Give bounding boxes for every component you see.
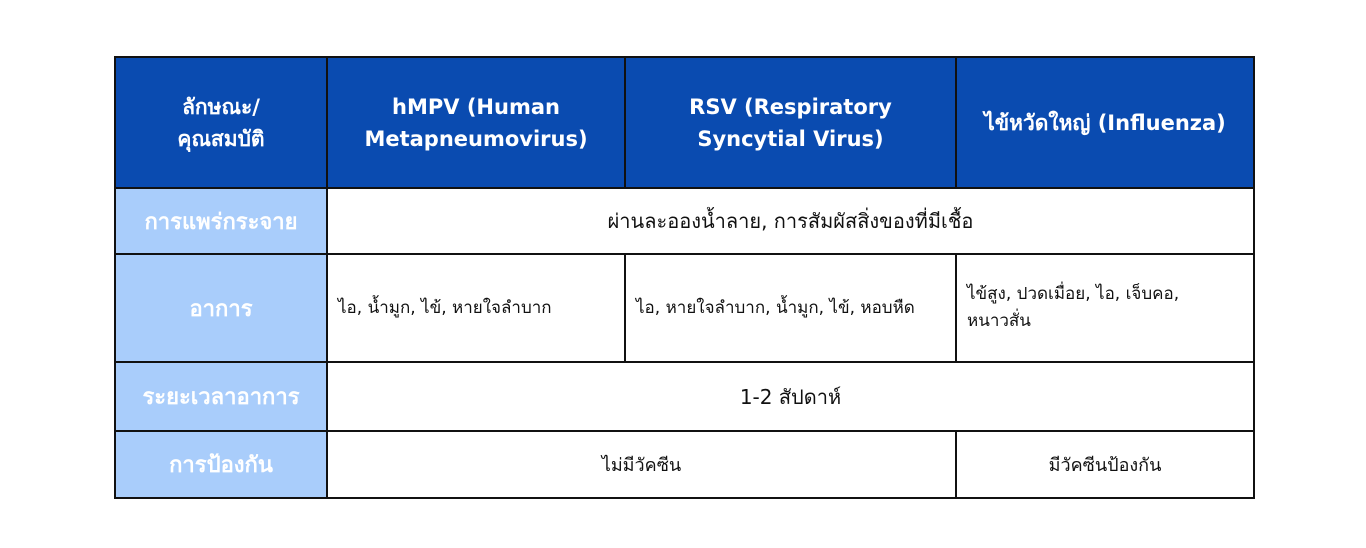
symptoms-influenza-line-2: หนาวสั่น	[967, 311, 1031, 331]
prevention-hmpv-rsv: ไม่มีวัคซีน	[327, 431, 956, 498]
table-row-duration	[115, 362, 1254, 431]
virus-comparison-table	[114, 56, 1255, 499]
table-row-prevention	[115, 431, 1254, 498]
header-hmpv	[327, 57, 625, 188]
header-hmpv-line-1: hMPV (Human	[392, 94, 560, 119]
table-row-spread	[115, 188, 1254, 254]
row-label-spread: การแพร่กระจาย	[115, 188, 327, 254]
header-feature-line-1: ลักษณะ/	[182, 94, 260, 119]
row-label-symptoms: อาการ	[115, 254, 327, 362]
header-rsv-line-1: RSV (Respiratory	[689, 94, 892, 119]
header-rsv-line-2: Syncytial Virus)	[697, 126, 884, 151]
prevention-influenza: มีวัคซีนป้องกัน	[956, 431, 1254, 498]
header-influenza: ไข้หวัดใหญ่ (Influenza)	[956, 57, 1254, 188]
spread-value: ผ่านละอองน้ำลาย, การสัมผัสสิ่งของที่มีเชื้อ	[327, 188, 1254, 254]
duration-value: 1-2 สัปดาห์	[327, 362, 1254, 431]
header-feature	[115, 57, 327, 188]
table-row-symptoms	[115, 254, 1254, 362]
row-label-prevention: การป้องกัน	[115, 431, 327, 498]
symptoms-influenza	[956, 254, 1254, 362]
header-feature-line-2: คุณสมบัติ	[177, 126, 265, 151]
header-row	[115, 57, 1254, 188]
header-rsv	[625, 57, 956, 188]
symptoms-hmpv: ไอ, น้ำมูก, ไข้, หายใจลำบาก	[327, 254, 625, 362]
row-label-duration: ระยะเวลาอาการ	[115, 362, 327, 431]
symptoms-influenza-line-1: ไข้สูง, ปวดเมื่อย, ไอ, เจ็บคอ,	[967, 284, 1180, 304]
header-hmpv-line-2: Metapneumovirus)	[364, 126, 588, 151]
symptoms-rsv: ไอ, หายใจลำบาก, น้ำมูก, ไข้, หอบหืด	[625, 254, 956, 362]
